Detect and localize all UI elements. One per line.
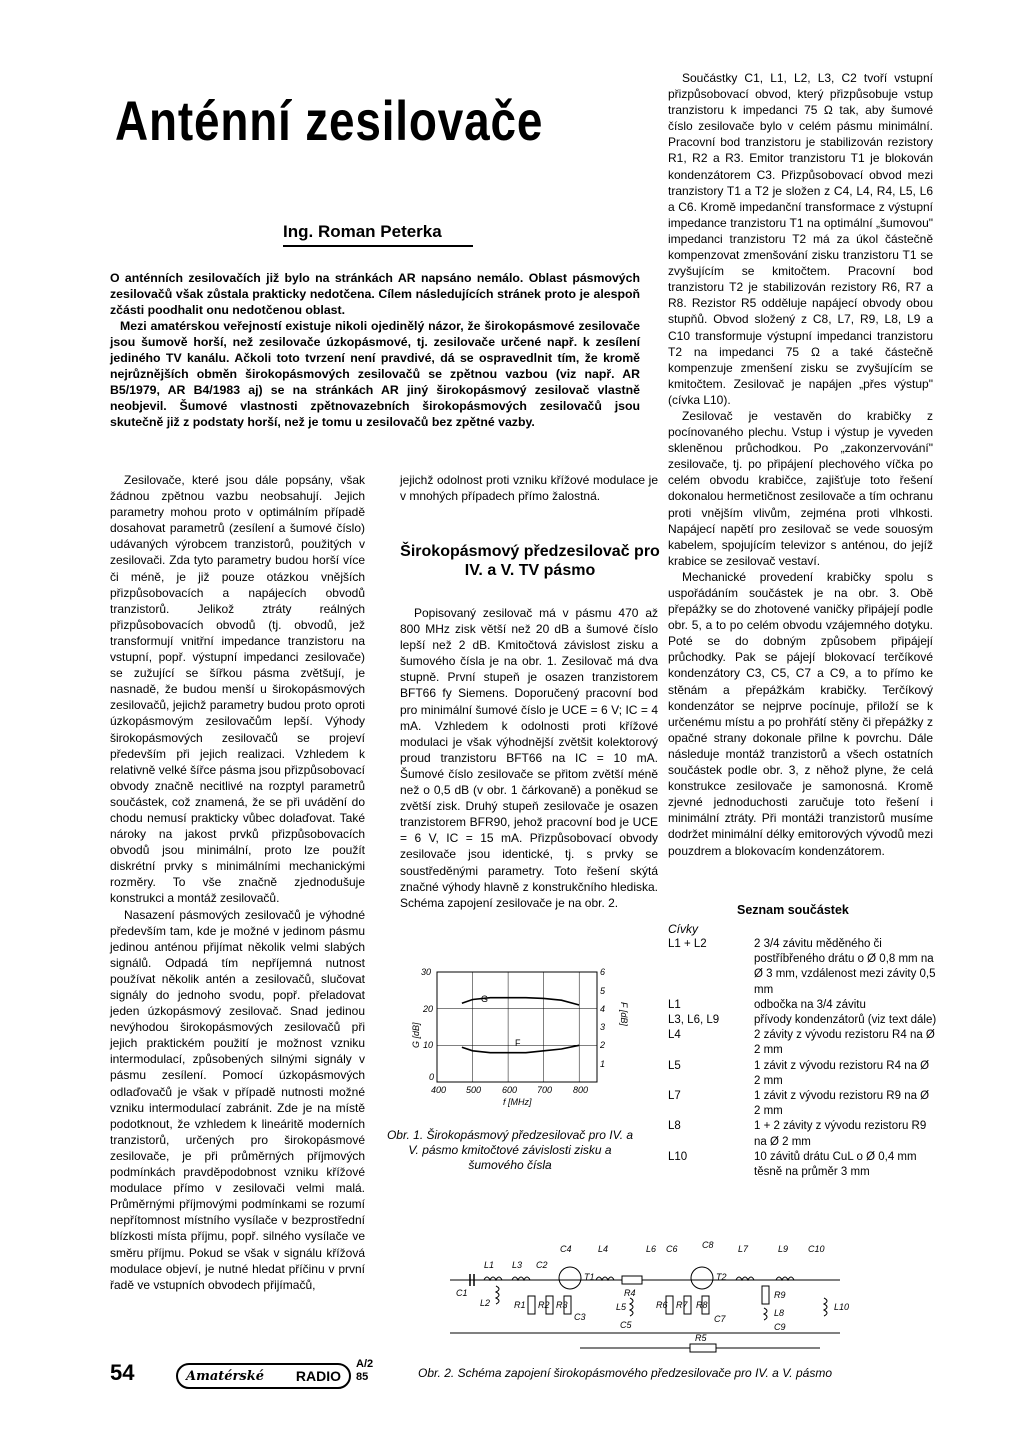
graph-frame [437,972,597,1082]
label-l1: L1 [484,1260,495,1270]
y-tick-30: 30 [421,967,432,977]
part-label: L10 [668,1150,688,1163]
y-axis-label-left: G [dB] [411,1022,421,1048]
resistor-r5 [690,1344,716,1352]
col2-para-1: Popisovaný zesilovač má v pásmu 470 až 800 MHz zisk větší než 20 dB a šumové číslo lepší než 2 dB. Kmitočtová závislost zisku a šumového čísla je na obr. 1. Zesilovač má dva stupně. První stupeň je osazen tranzistorem BFT66 fy Siemens. Doporučený pracovní bod pro minimální šumové číslo je UCE = 6 V; IC = 4 mA. Vzhledem k odolnosti proti křížové modulaci je však výhodnější zvětšit kolektorový proud tranzistoru BFT66 na IC = 10 mA. Šumové číslo zesilovače se přitom zvětší méně než o 0,5 dB (v obr. 1 čárkovaně) a poněkud se zvětší zisk. Druhý stupeň zesilovače je osazen tranzistorem BFR90, jehož pracovní bod je UCE = 6 V, IC = 15 mA. Přizpůsobovací obvody zesilovače jsou identické, tj. s prvky se soustředěnými parametry. Toto řešení skýtá značné výhody hlavně z konstrukčního hlediska. Schéma zapojení zesilovače je na obr. 2. [400,606,658,910]
label-r8: R8 [696,1300,708,1310]
coil-l2 [496,1286,499,1304]
part-label: L7 [668,1090,681,1103]
column-2 [400,605,658,911]
parts-row [668,1013,938,1028]
col3-para-3: Mechanické provedení krabičky spolu s uspořádáním součástek je na obr. 3. Obě přepážky se do zhotovené vaničky připájejí podle obr. 5, a to po celém obvodu vzájemného dotyku. Poté se do dobným způsobem připájejí průchodky. Pak se pájejí blokovací terčíkové kondenzátory C3, C5, C7 a C9, a to přímo ke stěnám a přepážkám krabičky. Terčíkový kondenzátor se nejprve pocínuje, přiloží se k určenému místu a po prohřátí stěny či přepážky z opačné strany dokonale přilne k povrchu. Dále následuje montáž tranzistorů a všech ostatních součástek podle obr. 3, z něhož plyne, že celá konstrukce zesilovače je samonosná. Kromě zjevné jednoduchosti zaručuje toto řešení i minimální ztráty. Při montáži tranzistorů musíme dodržet minimální délky emitorových vývodů mezi pouzdrem a blokovacím kondenzátorem. [668,569,933,858]
x-tick-600: 600 [502,1085,518,1095]
x-tick-800: 800 [573,1085,589,1095]
label-c5: C5 [620,1320,632,1330]
y-right-tick-6: 6 [600,967,606,977]
label-l10: L10 [834,1302,850,1312]
transistor-t1 [559,1267,581,1289]
series-line-f [462,1045,579,1052]
part-label: L1 [668,998,681,1011]
label-l5: L5 [616,1302,627,1312]
label-r3: R3 [556,1300,568,1310]
col1-para-1: Zesilovače, které jsou dále popsány, však žádnou zpětnou vazbu neobsahují. Jejich parametry mohou proto v optimálním případě dosahovat parametrů (zesílení a šumové číslo) udávaných výrobcem tranzistorů, použitých v zesilovači. Zda tyto parametry budou horší více či méně, je již pouze otázkou vnějších přizpůsobovacích a napájecích obvodů tranzistorů. Jelikož ztráty reálných přizpůsobovacích obvodů (tj. obvodů, jež transformují vnitřní impedance tranzistoru na vstupní, popř. výstupní impedanci zesilovače) se zužující se šířkou pásma zvětšují, je nasnadě, že budou menší u širokopásmových zesilovačů, jejichž parametry budou proto oproti úzkopásmovým zesilovačům lepší. Výhody širokopásmových zesilovačů se projeví především při jejich realizaci. Vzhledem k relativně velké šířce pásma jsou přizpůsobovací obvody značně necitlivé na rozptyl parametrů součástek, což znamená, že se při uvádění do chodu nemusí prakticky vůbec dolaďovat. Také nároky na jakost prvků přizpůsobovacích obvodů jsou minimální, proto lze použít diskrétní prvky s minimálními mechanickými rozměry. To vše značně zjednodušuje konstrukci a montáž zesilovačů. [110,473,365,906]
part-value: 10 závitů drátu CuL o Ø 0,4 mm těsně na průměr 3 mm [754,1150,917,1179]
label-l8: L8 [774,1308,785,1318]
magazine-logo [176,1363,351,1389]
label-l2: L2 [480,1298,491,1308]
parts-list-kind: Cívky [668,922,698,936]
parts-list [668,937,938,1180]
label-c8: C8 [702,1240,714,1250]
label-t1: T1 [584,1272,595,1282]
author-underline [283,245,473,247]
parts-row [668,1119,938,1149]
column-1 [110,472,365,1293]
y-tick-20: 20 [423,1004,434,1014]
parts-row [668,998,938,1013]
schematic-diagram [440,1238,860,1356]
author-name: Ing. Roman Peterka [283,222,442,241]
col3-para-2: Zesilovač je vestavěn do krabičky z pocínovaného plechu. Vstup i výstup je vyveden skleněnou průchodkou. Po „zakonzervování" zesilovače, tj. po připájení plechového víčka po celém obvodu krabičce, zajišťuje toto řešení dokonalou hermetičnost zesilovače a tím ochranu proti vnějším vlivům, zejména proti vlhkosti. Napájecí napětí pro zesilovač se vede souosým kabelem, spojujícím televizor s anténou, do jejíž krabice se zesilovač vestaví. [668,408,933,568]
coil-l8 [764,1308,767,1320]
label-c4: C4 [560,1244,572,1254]
part-value: přívody kondenzátorů (viz text dále) [754,1014,937,1027]
label-c6: C6 [666,1244,678,1254]
article-title: Anténní zesilovače [115,89,544,152]
label-c7: C7 [714,1314,726,1324]
label-c1: C1 [456,1288,468,1298]
label-r4: R4 [624,1288,636,1298]
issue-top: A/2 [356,1358,374,1370]
part-value: 1 + 2 závity z vývodu rezistoru R9 na Ø 2 mm [754,1120,927,1148]
label-l4: L4 [598,1244,609,1254]
y-right-tick-1: 1 [600,1059,606,1069]
x-tick-700: 700 [537,1085,553,1095]
column-2-top [400,472,658,504]
part-value: 2 3/4 závitu měděného či postříbřeného drátu o Ø 0,8 mm na Ø 3 mm, vzdálenost mezi závity 0,5 mm [754,938,936,996]
part-label: L8 [668,1120,681,1133]
part-value: 2 závity z vývodu rezistoru R4 na Ø 2 mm [754,1029,935,1057]
part-label: L5 [668,1059,681,1072]
resistor-r4 [622,1276,642,1284]
x-axis-label: f [MHz] [503,1097,532,1107]
issue-bottom: 85 [356,1371,369,1383]
figure-2-caption: Obr. 2. Schéma zapojení širokopásmového předzesilovače pro IV. a V. pásmo [418,1366,832,1380]
label-l6: L6 [646,1244,657,1254]
parts-list-heading: Seznam součástek [737,903,849,917]
y-tick-10: 10 [423,1040,434,1050]
part-value: 1 závit z vývodu rezistoru R9 na Ø 2 mm [754,1090,930,1118]
parts-row [668,1089,938,1119]
label-r2: R2 [538,1300,550,1310]
col3-para-1: Součástky C1, L1, L2, L3, C2 tvoří vstupní přizpůsobovací obvod, který přizpůsobuje vstup tranzistoru k impedanci 75 Ω tak, aby šumové číslo zesilovače bylo v celém pásmu minimální. Pracovní bod tranzistoru je stabilizován rezistory R1, R2 a R3. Emitor tranzistoru T1 je blokován kondenzátorem C3. Přizpůsobovací obvod mezi tranzistory T1 a T2 je složen z C4, L4, R4, L5, L6 a C6. Kromě impedanční transformace z výstupní impedance tranzistoru T1 na optimální „šumovou" impedanci tranzistoru T2 má za úkol částečně kompenzovat zmenšování zisku tranzistoru T1 se zvyšujícím se kmitočtem. Pracovní bod tranzistoru T2 je stabilizován rezistory R6, R7 a R8. Rezistor R5 odděluje napájecí obvody obou stupňů. Obvod složený z C8, L7, R9, L8, L9 a C10 transformuje výstupní impedanci tranzistoru T2 na impedanci 75 Ω a také částečně kompenzuje zmenšení zisku se zvyšujícím se kmitočtem. Zesilovač je napájen „přes výstup" (cívka L10). [668,71,933,407]
resistor-r1 [528,1296,535,1314]
col1-para-2: Nasazení pásmových zesilovačů je výhodné především tam, kde je možné v jedinom pásmu jedinou anténou přijímat několik velmi slabých signálů. Odpadá tím nepříjemná nutnost používat několik antén a zesilovačů, slučovat signály do jednoho svodu, popř. přeladovat jeden úzkopásmový zesilovač. Snad jedinou nevýhodou širokopásmových zesilovačů při jejich praktickém použití je možnost vzniku intermodulací, způsobených silnými signály v pásmu zesílení. Pomocí úzkopásmových odlaďovačů je však v případě nutnosti možné vzniku intermodulací zabránit. Zde je na místě podotknout, že vzhledem k lineáritě moderních tranzistorů, určených pro širokopásmové zesilovače, je při průměrných příjmových podmínkách pravděpodobnost vzniku křížové modulace přímo v zesilovači velmi malá. Průměrnými příjmovými podmínkami se rozumí nepřítomnost místního vysílače v bezprostřední blízkosti místa příjmu, popř. silného vysílače ve směru příjmu. Pokud se však v signálu křížová modulace objeví, je nutné hledat příčinu v první řadě ve vstupních obvodech přijímačů, [110,907,365,1292]
label-l9: L9 [778,1244,789,1254]
part-label: L4 [668,1029,681,1042]
lead-paragraph [110,270,640,430]
part-value: odbočka na 3/4 závitu [754,998,866,1011]
y-right-tick-2: 2 [600,1040,606,1050]
x-tick-400: 400 [431,1085,447,1095]
parts-row [668,1059,938,1089]
lead-para-1: O anténních zesilovačích již bylo na stránkách AR napsáno nemálo. Oblast pásmových zesilovačů však zůstala prakticky nedotčena. Cílem následujících stránek proto je alespoň zčásti poodhalit onu nedotčenou oblast. [110,271,640,317]
figure-1-caption: Obr. 1. Širokopásmový předzesilovač pro IV. a V. pásmo kmitočtové závislosti zisku a šumového čísla [386,1128,634,1172]
label-r7: R7 [676,1300,688,1310]
series-label-g: G [481,994,489,1004]
page-number: 54 [110,1360,135,1385]
lead-para-2: Mezi amatérskou veřejností existuje nikoli ojedinělý názor, že širokopásmové zesilovače jsou šumově horší, než zesilovače úzkopásmové, tj. zesilovače určené např. k zesílení jediného TV kanálu. Ačkoli toto tvrzení není pravdivé, dá se ospravedlnit tím, že kromě nejrůznějších obměn širokopásmových zesilovačů se zpětnou vazbou (viz např. AR B5/1979, AR B4/1983 aj) se na stránkách AR jiný širokopásmový zesilovač vlastně neobjevil. Šumové vlastnosti zpětnovazebních širokopásmových zesilovačů jsou skutečně již z podstaty horší, než je tomu u zesilovačů bez zpětné vazby. [110,319,640,429]
coil-l10 [824,1298,827,1316]
coil-l5 [630,1298,633,1316]
label-l3: L3 [512,1260,523,1270]
series-label-f: F [515,1038,521,1048]
parts-row [668,1028,938,1058]
label-c3: C3 [574,1312,586,1322]
gain-noise-graph [411,962,629,1122]
logo-radio-text: RADIO [295,1368,341,1384]
parts-row [668,937,938,998]
label-c9: C9 [774,1322,786,1332]
y-axis-label-right: F [dB] [619,1002,629,1026]
y-tick-0: 0 [429,1072,435,1082]
parts-row [668,1150,938,1180]
part-value: 1 závit z vývodu rezistoru R4 na Ø 2 mm [754,1059,930,1087]
logo-script-text: Amatérské [186,1368,264,1384]
y-right-tick-4: 4 [600,1004,606,1014]
issue-number [356,1358,373,1384]
label-r9: R9 [774,1290,786,1300]
y-right-tick-3: 3 [600,1022,606,1032]
transistor-t2 [691,1267,713,1289]
x-tick-500: 500 [466,1085,482,1095]
y-right-tick-5: 5 [600,986,606,996]
label-r6: R6 [656,1300,668,1310]
label-r5: R5 [695,1333,707,1343]
label-l7: L7 [738,1244,749,1254]
label-t2: T2 [716,1272,727,1282]
label-c10: C10 [808,1244,825,1254]
label-c2: C2 [536,1260,548,1270]
section-subheading: Širokopásmový předzesilovač pro IV. a V. TV pásmo [400,543,660,579]
part-label: L1 + L2 [668,938,707,950]
resistor-r9 [762,1286,769,1304]
label-r1: R1 [514,1300,526,1310]
col2-top-para: jejichž odolnost proti vzniku křížové modulace je v mnohých případech přímo žalostná. [400,473,658,504]
column-3 [668,70,933,859]
series-line-g [462,998,579,1005]
part-label: L3, L6, L9 [668,1014,720,1027]
